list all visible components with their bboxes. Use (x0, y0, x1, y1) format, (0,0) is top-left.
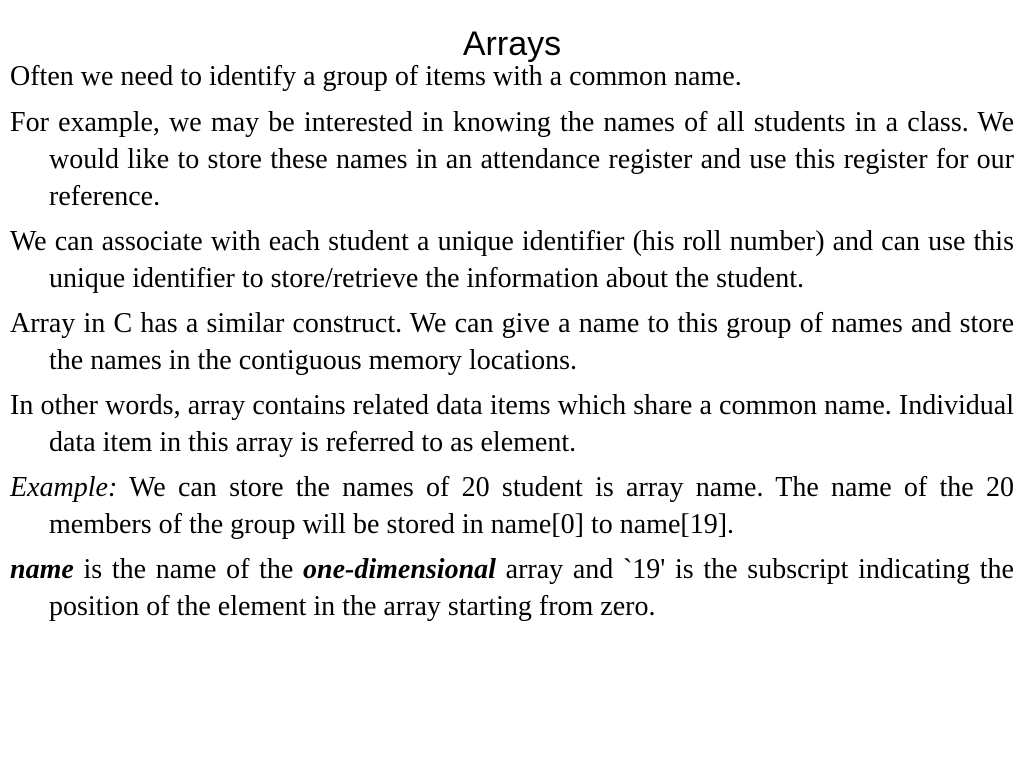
paragraph-array-in-c: Array in C has a similar construct. We can give a name to this group of names and store the names in the contiguous memory locations. (10, 308, 1014, 376)
term-one-dimensional: one-dimensional (303, 554, 496, 585)
name-text-1: is the name of the (73, 554, 304, 585)
slide-body (10, 58, 1014, 633)
paragraph-intro: Often we need to identify a group of items with a common name. (10, 61, 742, 92)
paragraph-unique-identifier: We can associate with each student a unique identifier (his roll number) and can use this unique identifier to store/retrieve the information about the student. (10, 226, 1014, 294)
paragraph-name-subscript (10, 551, 1014, 625)
example-text: We can store the names of 20 student is array name. The name of the 20 members of the group will be stored in name[0] to name[19]. (49, 472, 1014, 540)
name-text-2: array and `19' is the subscript indicating the position of the element in the array starting from zero. (49, 554, 1014, 622)
paragraph-example (10, 469, 1014, 543)
example-label: Example: (10, 472, 118, 503)
paragraph-example-students: For example, we may be interested in knowing the names of all students in a class. We would like to store these names in an attendance register and use this register for our reference. (10, 107, 1014, 212)
term-name: name (10, 554, 74, 585)
slide-title: Arrays (462, 25, 562, 63)
paragraph-array-definition: In other words, array contains related data items which share a common name. Individual data item in this array is referred to as element. (10, 390, 1014, 458)
